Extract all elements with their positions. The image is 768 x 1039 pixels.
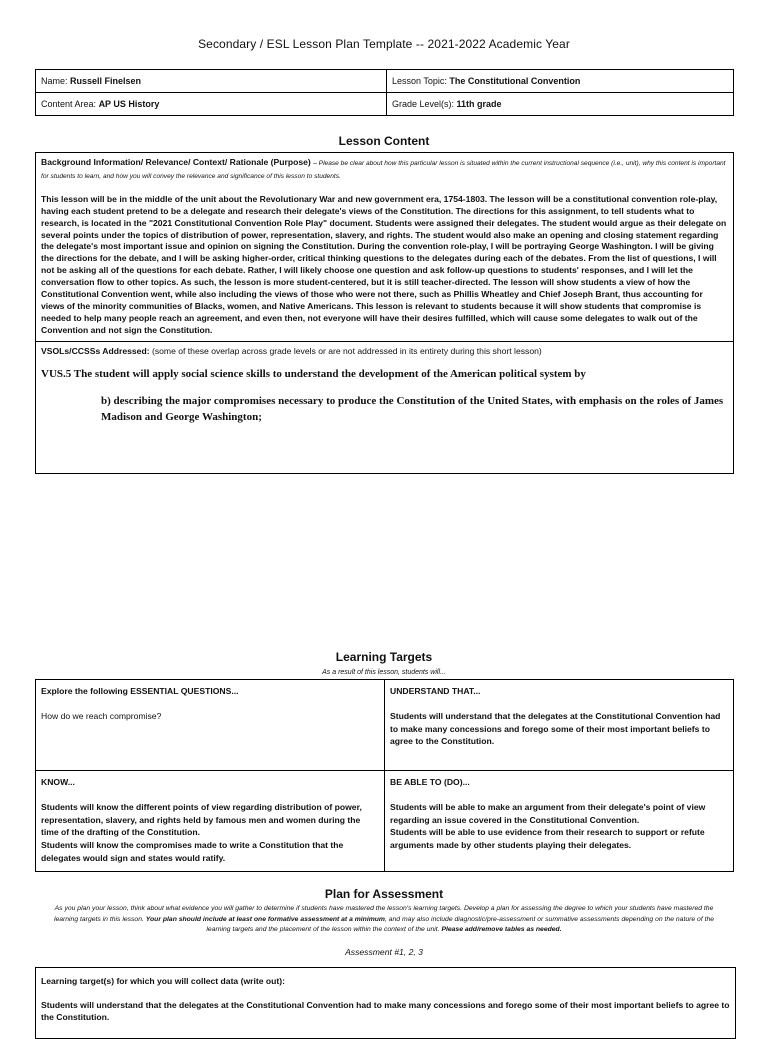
area-value: AP US History bbox=[98, 99, 160, 109]
know-cell bbox=[36, 771, 385, 872]
assessment-target-body: Students will understand that the delegates at the Constitutional Convention had to make many concessions and forego some of their most important beliefs to agree to the Constitution. bbox=[41, 1000, 730, 1022]
topic-cell bbox=[387, 70, 734, 93]
know-label: KNOW... bbox=[41, 777, 75, 787]
assessment-numbers: Assessment #1, 2, 3 bbox=[345, 947, 423, 957]
topic-label: Lesson Topic: bbox=[392, 76, 447, 86]
assessment-text-bold-2: Please add/remove tables as needed. bbox=[441, 926, 562, 933]
vsol-label: VSOLs/CCSSs Addressed: bbox=[41, 345, 150, 356]
background-label: Background Information/ Relevance/ Context/ Rationale (Purpose) bbox=[41, 157, 311, 167]
background-section bbox=[36, 153, 733, 342]
vsol-note: (some of these overlap across grade levels or are not addressed in its entirety during this short lesson) bbox=[151, 345, 542, 356]
assessment-text-2: , and may also include diagnostic/pre-assessment or summative assessments depending on the nature of the learning targets and the placement of the lesson within the context of the unit. bbox=[206, 915, 715, 933]
lesson-content-box bbox=[35, 152, 734, 474]
name-label: Name: bbox=[41, 76, 68, 86]
grade-cell bbox=[387, 93, 734, 116]
explore-cell bbox=[36, 680, 385, 771]
assessment-heading: Plan for Assessment bbox=[324, 887, 444, 901]
lesson-content-heading: Lesson Content bbox=[338, 134, 430, 148]
able-label: BE ABLE TO (DO)... bbox=[390, 777, 470, 787]
vsol-section bbox=[36, 342, 733, 473]
explore-label: Explore the following ESSENTIAL QUESTIONS... bbox=[41, 686, 239, 696]
understand-label: UNDERSTAND THAT... bbox=[390, 686, 481, 696]
assessment-target-label: Learning target(s) for which you will collect data (write out): bbox=[41, 976, 285, 986]
know-body-2: Students will know the compromises made to write a Constitution that the delegates would sign and states would ratify. bbox=[41, 840, 344, 863]
vus-sub: b) describing the major compromises necessary to produce the Constitution of the United States, with emphasis on the roles of James Madison and George Washington; bbox=[101, 394, 724, 423]
background-body: This lesson will be in the middle of the unit about the Revolutionary War and new government era, 1754-1803. The lesson will be a constitutional convention role-play, having each student pretend to be a delegate and research their delegate's views of the Constitution. The directions for this assignment, to tell students what to research, is located in the "2021 Constitutional Convention Role Play" document. Students were assigned their delegates. The student would argue as their delegate on several points under the topics of distribution of power, representation, slavery, and rights. The student would also make an opening and closing statement regarding the delegate's most important issue and opinion on signing the Constitution. During the convention role-play, I will be portraying George Washington. I will be giving the directions for the debate, and I will be asking higher-order, critical thinking questions to the delegates during each of the debates. From the list of questions, I will not be asking all of the questions for each debate. Rather, I will likely choose one question and ask follow-up questions to students' responses, and I will let the conversation flow to other topics. As such, the lesson is more student-centered, but it is still teacher-directed. The lesson will show students a view of how the Constitutional Convention went, while also including the views of those who were not there, such as Phillis Wheatley and Chief Joseph Brant, thus accounting for views of the minority communities of Blacks, women, and Native Americans. This lesson is relevant to students because it will show students that compromise is needed to help many people reach an agreement, and even then, not everyone will have their desires fulfilled, which will cause some delegates to walk out of the Convention and not sign the Constitution. bbox=[41, 193, 727, 335]
vus-main: VUS.5 The student will apply social science skills to understand the development of the American political system by bbox=[41, 367, 586, 380]
assessment-text-bold-1: Your plan should include at least one formative assessment at a minimum bbox=[145, 915, 385, 923]
name-value: Russell Finelsen bbox=[70, 76, 142, 86]
area-label: Content Area: bbox=[41, 99, 97, 109]
assessment-target-box bbox=[35, 967, 736, 1039]
grade-label: Grade Level(s): bbox=[392, 99, 455, 109]
grade-value: 11th grade bbox=[456, 99, 502, 109]
able-body-2: Students will be able to use evidence from their research to support or refute arguments made by other students playing their delegates. bbox=[390, 827, 705, 851]
background-instructions: – Please be clear about how this particular lesson is situated within the current instructional sequence (i.e., unit), why this content is important for students to learn, and how you will convey the relevance and significance of this lesson to students. bbox=[41, 160, 726, 180]
learning-targets-table bbox=[35, 679, 734, 872]
understand-body: Students will understand that the delegates at the Constitutional Convention had to make many concessions and forego some of their most important beliefs to agree to the Constitution. bbox=[390, 710, 721, 747]
able-cell bbox=[385, 771, 734, 872]
know-body-1: Students will know the different points of view regarding distribution of power, representation, slavery, and rights held by famous men and women during the time of the drafting of the Constitution. bbox=[41, 801, 362, 838]
document-title: Secondary / ESL Lesson Plan Template -- 2021-2022 Academic Year bbox=[198, 37, 570, 51]
explore-body: How do we reach compromise? bbox=[41, 710, 162, 721]
learning-targets-heading: Learning Targets bbox=[335, 650, 433, 664]
assessment-text-1: As you plan your lesson, think about what evidence you will gather to determine if students have mastered the lesson's learning targets. Develop a plan for assessing the degree to which your students have mastered the learning targets in this lesson. bbox=[53, 905, 714, 923]
area-cell bbox=[36, 93, 387, 116]
assessment-instructions bbox=[42, 904, 726, 936]
understand-cell bbox=[385, 680, 734, 771]
learning-targets-caption: As a result of this lesson, students will... bbox=[322, 669, 446, 676]
topic-value: The Constitutional Convention bbox=[449, 76, 581, 86]
header-table bbox=[35, 69, 734, 116]
able-body-1: Students will be able to make an argument from their delegate's point of view regarding an issue covered in the Constitutional Convention. bbox=[390, 801, 706, 825]
name-cell bbox=[36, 70, 387, 93]
